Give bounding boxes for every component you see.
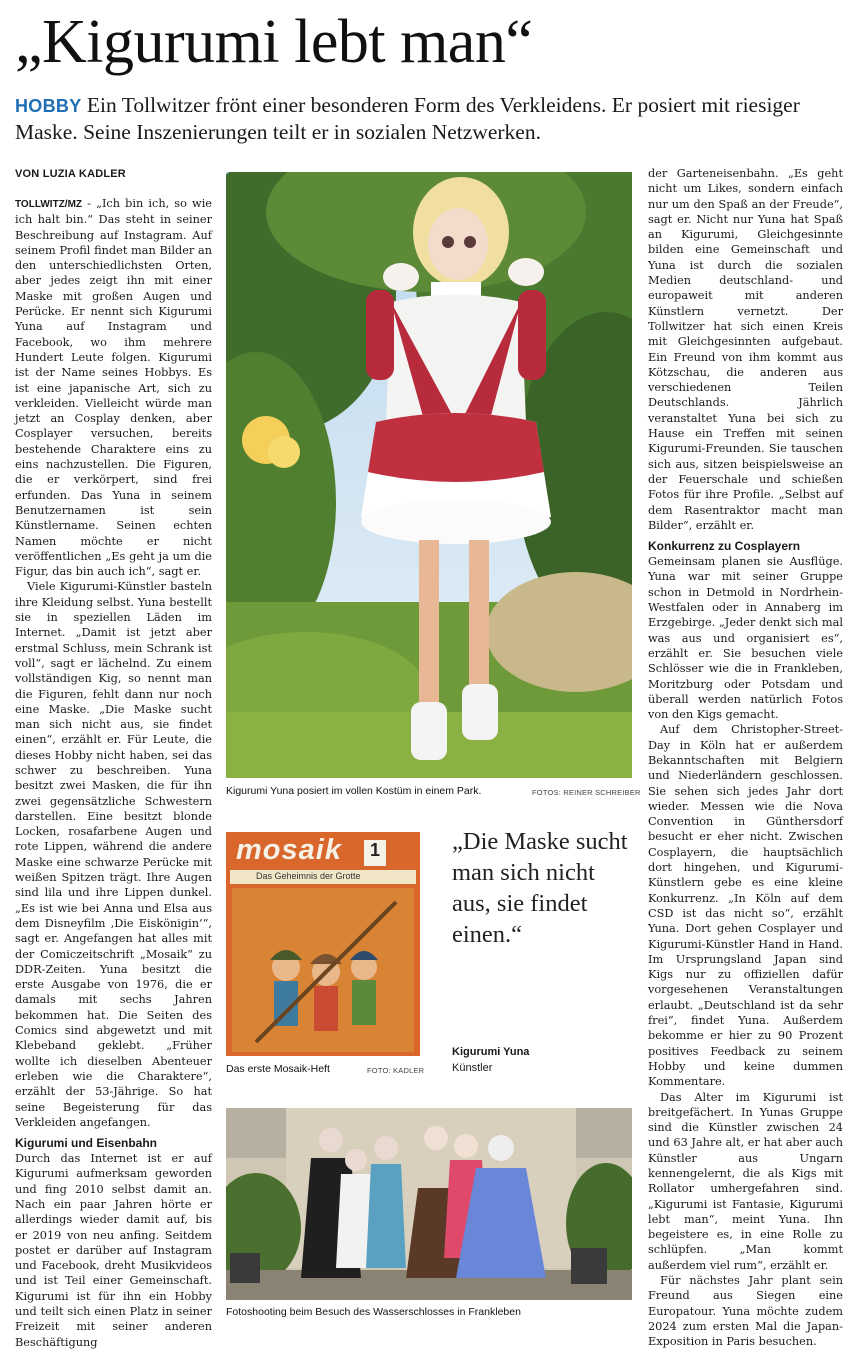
photo3-caption: Fotoshooting beim Besuch des Wasserschlosses in Frankleben (226, 1306, 521, 1318)
paragraph: Für nächstes Jahr plant sein Freund aus Siegen eine Europatour. Yuna möchte zudem 2024 zum ersten Mal die Japan-Exposition in Paris besuchen. (648, 1274, 843, 1349)
comic-title: mosaik (236, 834, 342, 866)
pull-quote: „Die Maske sucht man sich nicht aus, sie findet einen.“ (452, 828, 628, 948)
teaser-kicker: HOBBY (15, 96, 82, 116)
headline: „Kigurumi lebt man“ (15, 8, 533, 76)
article-column-1 (15, 196, 212, 1350)
paragraph: Das Alter im Kigurumi ist breitgefächert. In Yunas Gruppe sind die Künstler zwischen 24 und 63 Jahre alt, er hat aber auch Künstler aus Ungarn kennengelernt, die als Kigs mit Rollator umhergefahren sind. „Kigurumi ist Fantasie, Kigurumi lebt man“, meint Yuna. Ihn begeistere es, in eine Rolle zu schlüpfen. „Man kommt außerdem viel rum“, erzählt er. (648, 1090, 843, 1272)
photo2-caption: Das erste Mosaik-Heft (226, 1063, 330, 1075)
pull-quote-role: Künstler (452, 1062, 493, 1074)
photo-group-wasserschloss (226, 1108, 632, 1300)
subheading: Kigurumi und Eisenbahn (15, 1136, 158, 1151)
pull-quote-name: Kigurumi Yuna (452, 1046, 530, 1058)
photo2-credit: FOTO: KADLER (367, 1066, 425, 1075)
photo-mosaik-comic (226, 832, 420, 1056)
subheading: Konkurrenz zu Cosplayern (648, 539, 801, 554)
paragraph: Viele Kigurumi-Künstler basteln ihre Kleidung selbst. Yuna bestellt sie in speziellen Läden im Internet. „Damit ist jetzt aber erstmal Schluss, mein Schrank ist voll“, sagt er lächelnd. Zu einem vollständigen Kig, so nennt man die Figuren, fehlt dann nur noch eine Maske. „Die Maske sucht man sich nicht aus, sie findet einen“, erzählt er. Für Leute, die dieses Hobby nicht haben, sei das schwer zu beschreiben. Yuna besitzt zwei Masken, die für ihn zwei gegensätzliche Schwestern darstellen. Eine besitzt blonde Locken, rosafarbene Augen und rote Lippen, während die andere Maske eine schwarze Perücke mit weißen Spitzen trägt. Ihre Augen sind lila und ihre Lippen dunkel. „Es ist wie bei Anna und Elsa aus dem Disneyfilm ‚Die Eiskönigin‘“, sagt er. Angefangen hat alles mit der Comiczeitschrift „Mosaik“ zu DDR-Zeiten. Yuna besitzt die erste Ausgabe von 1976, die er damals mit sechs Jahren bekommen hat. Die Seiten des Comics sind abgewetzt und mit Klebeband geklebt. „Früher wollte ich dieselben Abenteuer erleben wie die Charaktere“, erzählt der 53-Jährige. So hat seine Begeisterung für das Verkleiden angefangen. (15, 580, 212, 1129)
byline: VON LUZIA KADLER (15, 168, 126, 180)
paragraph: Auf dem Christopher-Street-Day in Köln hat er außerdem Bekanntschaften mit Belgiern und Niederländern geschlossen. Sie sehen sich jedes Jahr dort wieder. Messen wie die Nova Convention in Günthersdorf besucht er eher nicht. Zwischen Cosplayern, die hauptsächlich dort hingehen, und Kigurumi-Künstlern gebe es eine kleine Konkurrenz. „In Köln auf dem CSD ist das nicht so“, erzählt Yuna. Dort gehen Cosplayer und Kigurumi-Künstler Hand in Hand. Im Ursprungsland Japan sind Kigs nur zu offiziellen dafür vorgesehenen Veranstaltungen erlaubt. „Deutschland ist da sehr frei“, findet Yuna. Außerdem bekomme er hier zu 90 Prozent positives Feedback zu seinem Hobby und keine dummen Kommentare. (648, 723, 843, 1089)
paragraph: TOLLWITZ/MZ - „Ich bin ich, so wie ich halt bin.“ Das steht in seiner Beschreibung auf Instagram. Auf seinem Profil findet man Bilder an den unterschiedlichsten Orten, aber jedes zeigt ihn mit einer Maske mit großen Augen und Perücke. Er nennt sich Kigurumi Yuna auf Instagram und Facebook, wo ihm mehrere Hundert Leute folgen. Kigurumi ist der Name seines Hobbys. Es ist eine japanische Art, sich zu verkleiden. Vielleicht würde man jetzt an Cosplay denken, aber Cosplayer versuchen, bereits bestehende Charaktere eins zu eins nachzustellen. Die Figuren, die er verkörpert, sind frei erfunden. Das Yuna in seinem Benutzernamen ist sein Künstlername. Seinen echten Namen möchte er nicht veröffentlichen „Es geht ja um die Figur, das bin auch ich“, sagt er. (15, 197, 212, 579)
comic-issue: 1 (369, 840, 380, 860)
paragraph: der Garteneisenbahn. „Es geht nicht um Likes, sondern einfach nur um den Spaß an der Freude“, sagt er. Nicht nur Yuna hat Spaß an Kigurumi, Gleichgesinnte bilden eine Gemeinschaft und Yuna ist durch die sozialen Medien deutschland- und europaweit mit anderen Künstlern vernetzt. Der Tollwitzer hat sich einen Kreis mit Gleichgesinnten aufgebaut. Ein Freund von ihm kommt aus Kötzschau, die anderen aus verschiedenen Teilen Deutschlands. Jährlich veranstaltet Yuna bei sich zu Hause ein Treffen mit seinen Kigurumi-Freunden. Sie tauschen sich aus, sitzen beispielsweise an der Feuerschale und schießen Fotos für ihre Profile. „Selbst auf dem Rasentraktor macht man Bilder“, erzählt er. (648, 167, 843, 532)
article-column-3 (648, 166, 843, 1350)
paragraph: Gemeinsam planen sie Ausflüge. Yuna war mit seiner Gruppe schon in Detmold in Nordrhein-Westfalen oder in Annaberg im Erzgebirge. „Jeder denkt sich mal was aus und organisiert es“, erzählt er. Sie besuchen viele Schlösser wie die in Frankleben, Moritzburg oder Potsdam und überall werden natürlich Fotos von den Kigs gemacht. (648, 555, 843, 722)
photo1-caption: Kigurumi Yuna posiert im vollen Kostüm in einem Park. (226, 785, 482, 797)
photo1-credit: FOTOS: REINER SCHREIBER (532, 788, 641, 797)
dateline: TOLLWITZ/MZ (15, 199, 83, 210)
paragraph: Durch das Internet ist er auf Kigurumi aufmerksam geworden und fing 2010 selbst damit an. Nach ein paar Jahren hörte er allerdings wieder damit auf, bis er 2019 von neu anfing. Seitdem postet er darüber auf Instagram und Facebook, dreht Musikvideos und ist Teil einer Gemeinschaft. Kigurumi ist für ihn ein Hobby und teilt sich einen Platz in seiner Freizeit mit seiner anderen Beschäftigung (15, 1152, 212, 1349)
teaser-text: Ein Tollwitzer frönt einer besonderen Form des Verkleidens. Er posiert mit riesiger Maske. Seine Inszenierungen teilt er in sozialen Netzwerken. (15, 93, 800, 144)
park-photo-illustration (226, 172, 632, 778)
comic-subtitle: Das Geheimnis der Grotte (256, 871, 361, 881)
teaser (15, 92, 845, 145)
photo-kigurumi-park (226, 172, 632, 778)
group-photo-illustration (226, 1108, 632, 1300)
